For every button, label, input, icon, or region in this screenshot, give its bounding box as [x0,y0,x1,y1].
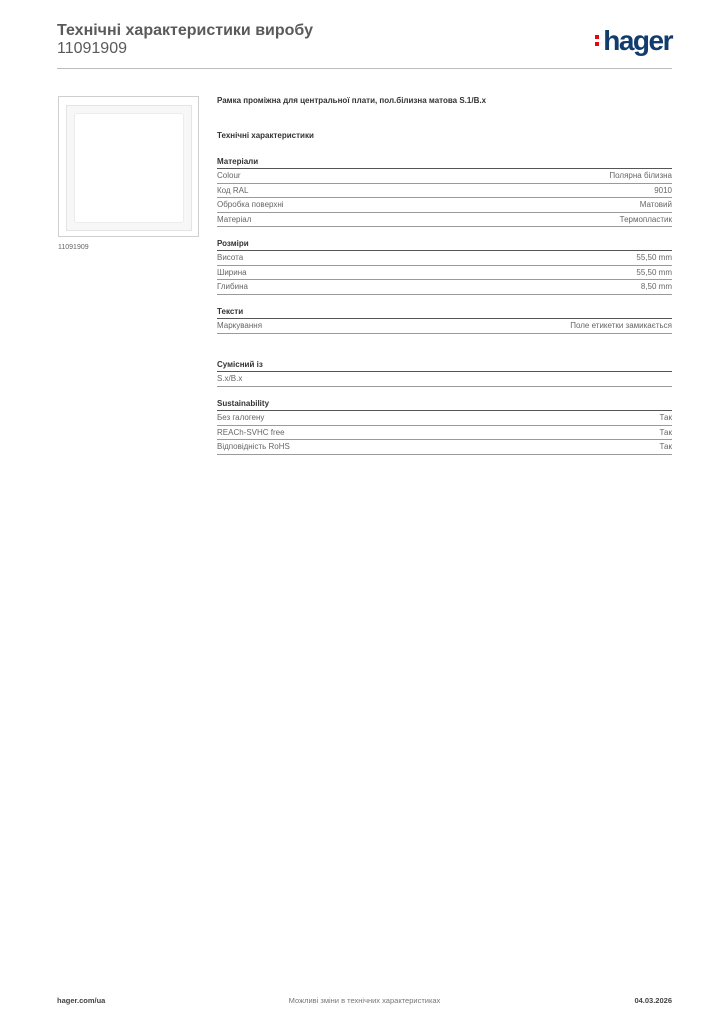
spec-row [217,266,672,281]
row-value: 55,50 mm [636,253,672,262]
spec-row [217,213,672,228]
row-value: Термопластик [619,214,672,224]
row-label: Ширина [217,267,247,277]
section-texts [217,306,672,334]
spec-row [217,440,672,455]
row-value: Так [659,442,672,452]
footer-website[interactable]: hager.com/ua [57,996,106,1005]
section-title: Розміри [217,238,672,251]
row-label: REACh-SVHC free [217,427,285,437]
row-value: Поле етикетки замикається [570,321,672,330]
header-divider [57,68,672,69]
row-label: Висота [217,253,244,262]
row-label: Відповідність RoHS [217,442,290,452]
row-value: Так [659,427,672,437]
row-value: 8,50 mm [640,282,672,292]
row-label: Без галогену [217,413,265,422]
row-label: Colour [217,171,241,180]
footer-date: 04.03.2026 [634,996,672,1005]
row-value: 9010 [654,185,672,195]
row-value: Так [659,413,672,422]
spec-heading: Технічні характеристики [217,131,314,140]
section-title: Sustainability [217,398,672,411]
row-label: Код RAL [217,185,249,195]
spec-row [217,411,672,426]
row-value: Полярна білизна [609,171,672,180]
row-label: Маркування [217,321,263,330]
spec-row [217,372,672,387]
spec-row [217,251,672,266]
logo-accent-dots [595,35,599,49]
spec-row [217,319,672,334]
row-label: S.x/B.x [217,374,243,383]
logo-dot [595,42,599,46]
section-title: Сумісний із [217,359,672,372]
hager-logo [603,26,672,56]
logo-dot [595,35,599,39]
section-title: Матеріали [217,156,672,169]
spec-row [217,426,672,441]
footer-note: Можливі зміни в технічних характеристиках [288,996,441,1005]
spec-row [217,280,672,295]
row-label: Глибина [217,282,248,292]
product-title: Рамка проміжна для центральної плати, пол.білизна матова S.1/B.x [217,96,487,105]
spec-row [217,169,672,184]
section-materials [217,156,672,227]
spec-row [217,184,672,199]
section-sustainability [217,398,672,455]
section-dimensions [217,238,672,295]
document-title: Технічні характеристики виробу [57,22,313,39]
page-footer [57,996,672,1010]
row-value: Матовий [639,200,672,210]
section-title: Тексти [217,306,672,319]
frame-outer [66,105,192,231]
section-compatible [217,359,672,387]
product-code: 11091909 [57,40,127,57]
page-header [57,20,672,70]
frame-opening [74,113,184,223]
logo-text: hager [603,26,672,56]
row-label: Обробка поверхні [217,200,284,210]
spec-row [217,198,672,213]
product-image [58,96,199,237]
product-image-caption: 11091909 [58,244,89,251]
row-value: 55,50 mm [636,267,672,277]
row-label: Матеріал [217,214,252,224]
spec-content [217,96,672,452]
